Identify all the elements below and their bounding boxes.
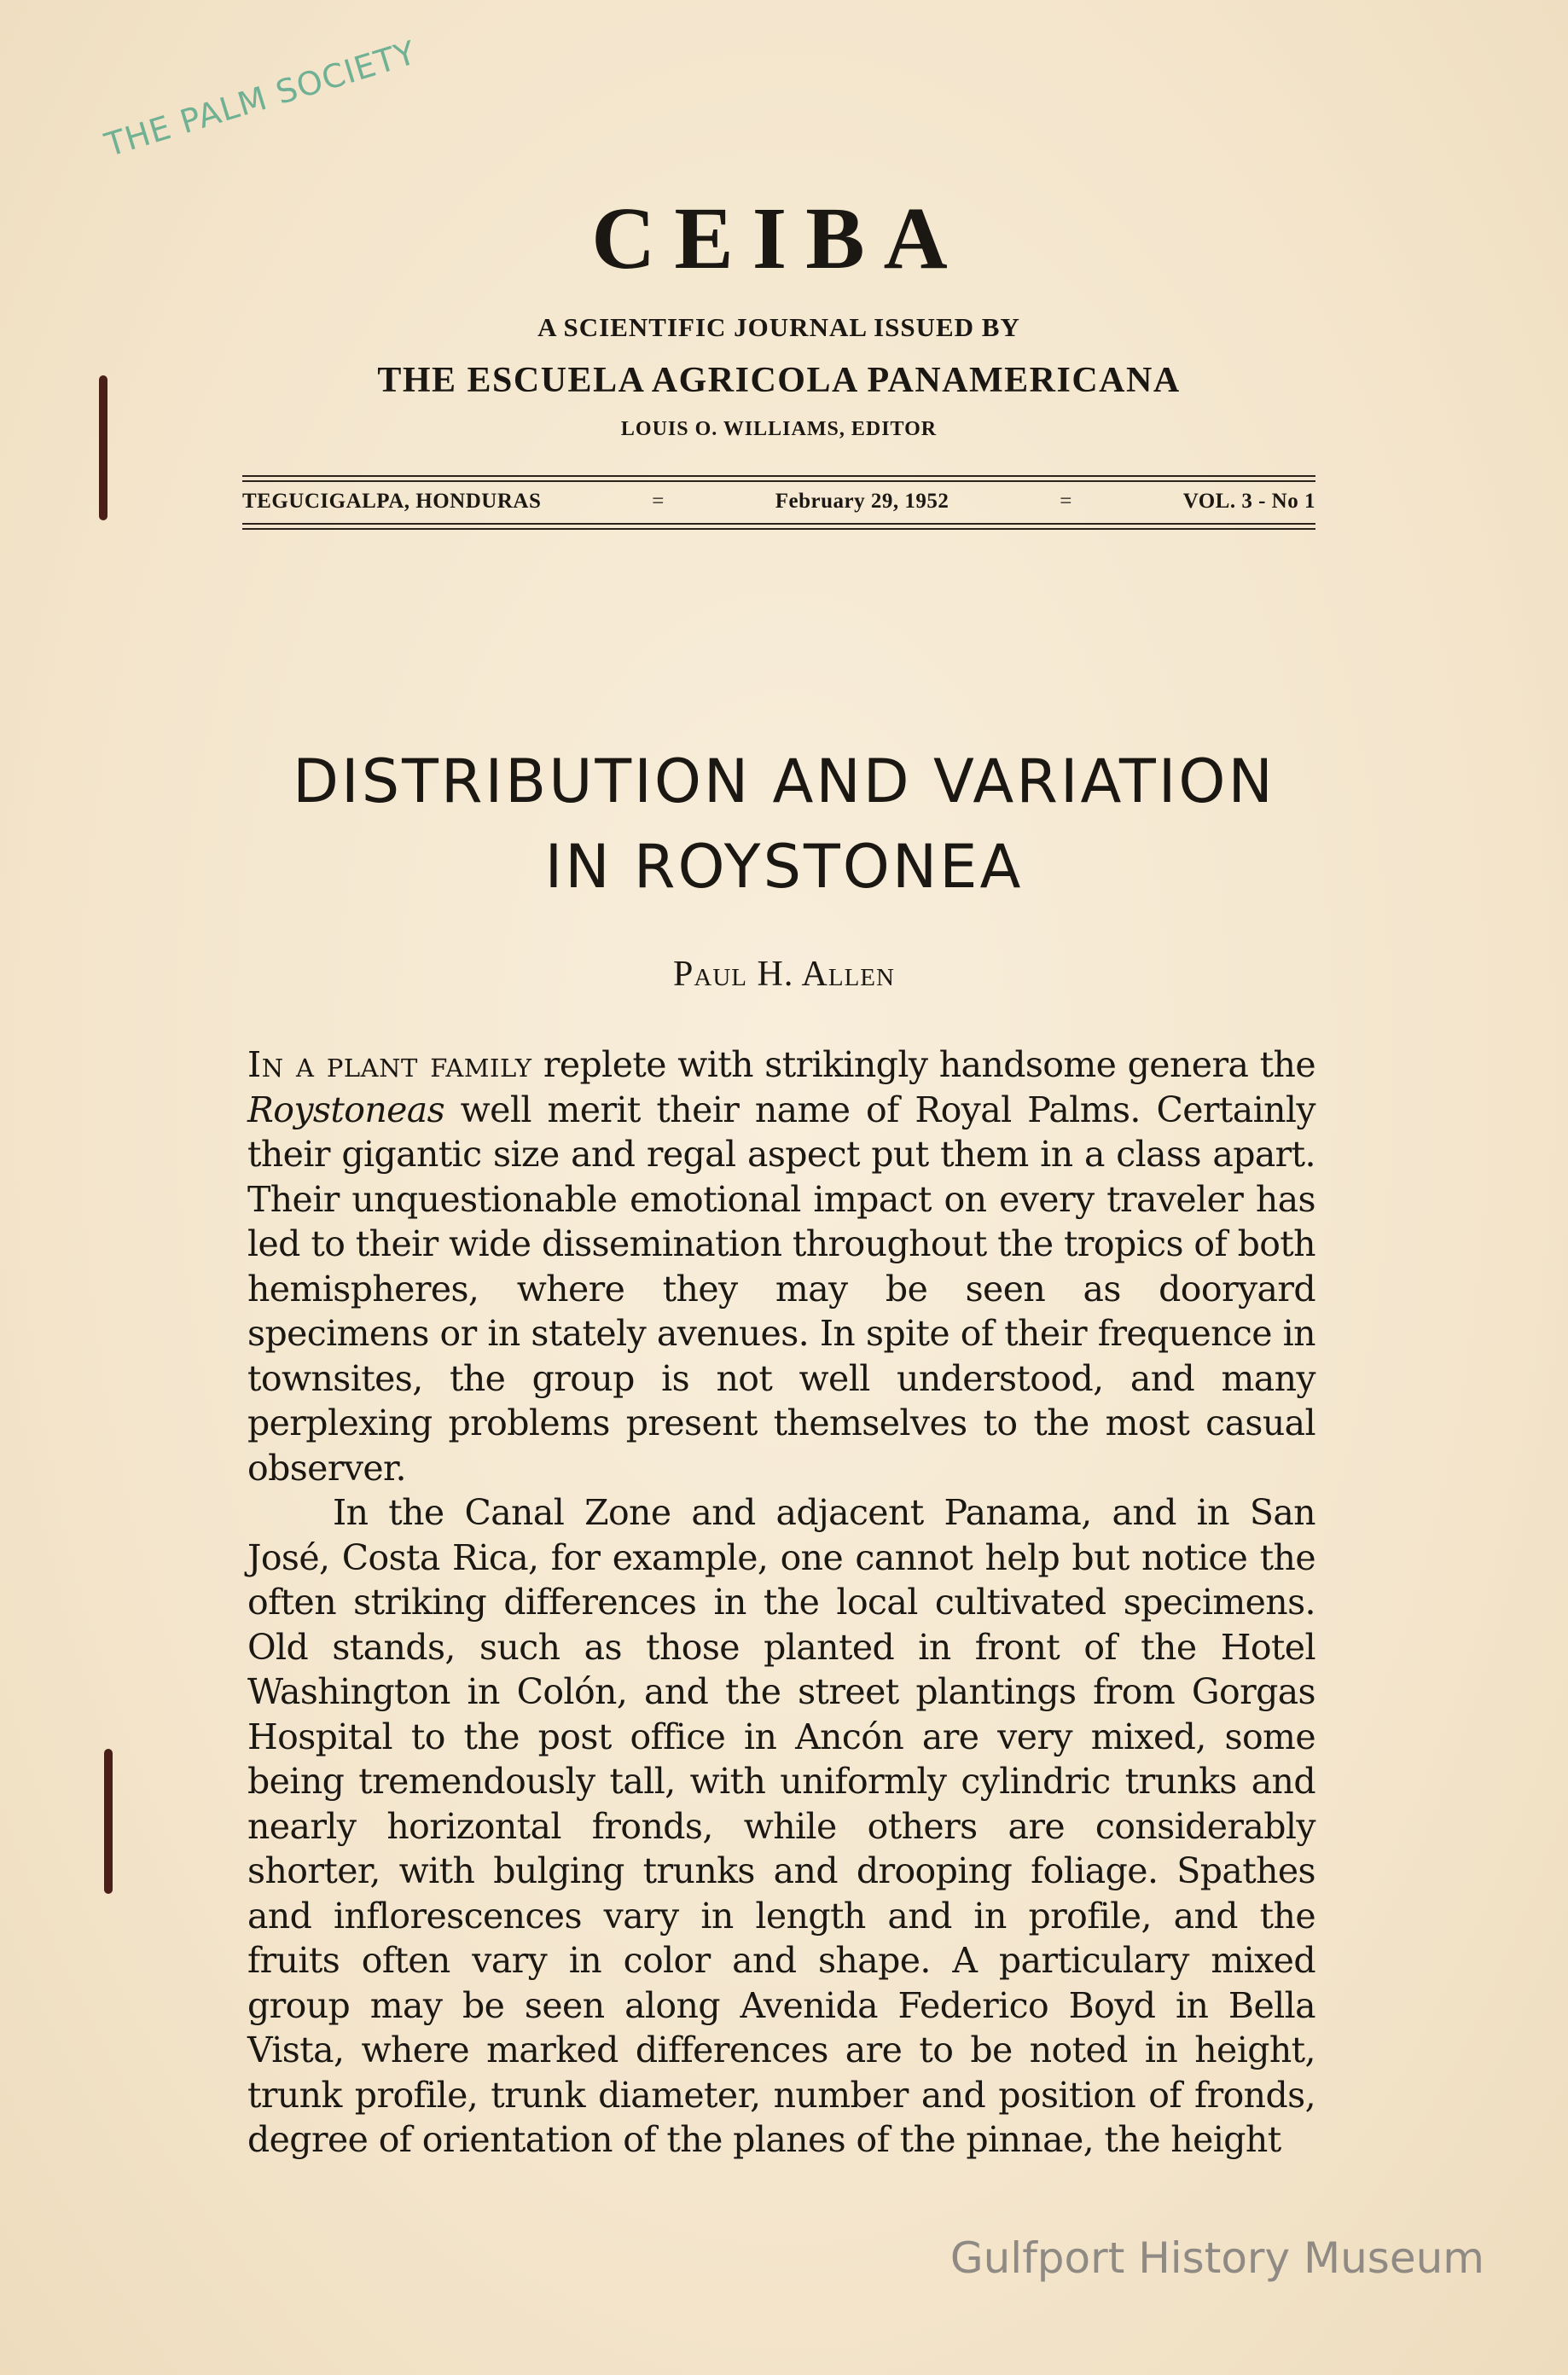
rule-top-2 [242, 480, 1315, 482]
paragraph-1-italic: Roystoneas [247, 1089, 445, 1130]
staple-bottom [104, 1749, 113, 1894]
rule-bottom-1 [242, 523, 1315, 525]
paragraph-1-lead: In a plant family [247, 1044, 532, 1085]
journal-subtitle: A SCIENTIFIC JOURNAL ISSUED BY [537, 312, 1020, 342]
museum-watermark: Gulfport History Museum [950, 2233, 1484, 2283]
institution-name: THE ESCUELA AGRICOLA PANAMERICANA [377, 361, 1181, 400]
author-name: Paul H. Allen [673, 955, 895, 994]
dateline-separator: = [1060, 490, 1072, 513]
article-title-line-2: IN ROYSTONEA [544, 832, 1024, 902]
article-title-line-1: DISTRIBUTION AND VARIATION [293, 746, 1275, 816]
paragraph-1-text-a: replete with strikingly handsome genera the [531, 1044, 1315, 1085]
article-body [247, 1042, 1315, 2163]
dateline-date: February 29, 1952 [775, 490, 950, 513]
rule-bottom-2 [242, 528, 1315, 530]
paragraph-2: In the Canal Zone and adjacent Panama, and in San José, Costa Rica, for example, one cannot help but notice the often striking differences in the local cultivated specimens. Old stands, such as those planted in front of the Hotel Washington in Colón, and the street plantings from Gorgas Hospital to the post office in Ancón are very mixed, some being tremendously tall, with uniformly cylindric trunks and nearly horizontal fronds, while others are considerably shorter, with bulging trunks and drooping foliage. Spathes and inflorescences vary in length and in profile, and the fruits often vary in color and shape. A particulary mixed group may be seen along Avenida Federico Boyd in Bella Vista, where marked differences are to be noted in height, trunk profile, trunk diameter, number and position of fronds, degree of orientation of the planes of the pinnae, the height [247, 1492, 1315, 2160]
journal-title: CEIBA [591, 189, 967, 287]
dateline-place: TEGUCIGALPA, HONDURAS [242, 490, 542, 513]
paragraph-1 [247, 1042, 1315, 1490]
dateline-separator: = [652, 490, 665, 513]
editor-line: LOUIS O. WILLIAMS, EDITOR [620, 418, 938, 440]
dateline-volume: VOL. 3 - No 1 [1182, 490, 1315, 513]
dateline [242, 490, 1315, 514]
rule-top-1 [242, 475, 1315, 477]
article-title [171, 739, 1397, 909]
paragraph-1-text-b: well merit their name of Royal Palms. Certainly their gigantic size and regal aspect put them in a class apart. Their unquestionable emotional impact on every traveler has led to their wide dissemination throughout the tropics of both hemispheres, where they may be seen as dooryard specimens or in stately avenues. In spite of their frequence in townsites, the group is not well understood, and many perplexing problems present themselves to the most casual observer. [247, 1089, 1315, 1489]
palm-society-stamp: THE PALM SOCIETY [101, 33, 421, 165]
staple-top [99, 375, 107, 520]
article-author [171, 954, 1397, 995]
